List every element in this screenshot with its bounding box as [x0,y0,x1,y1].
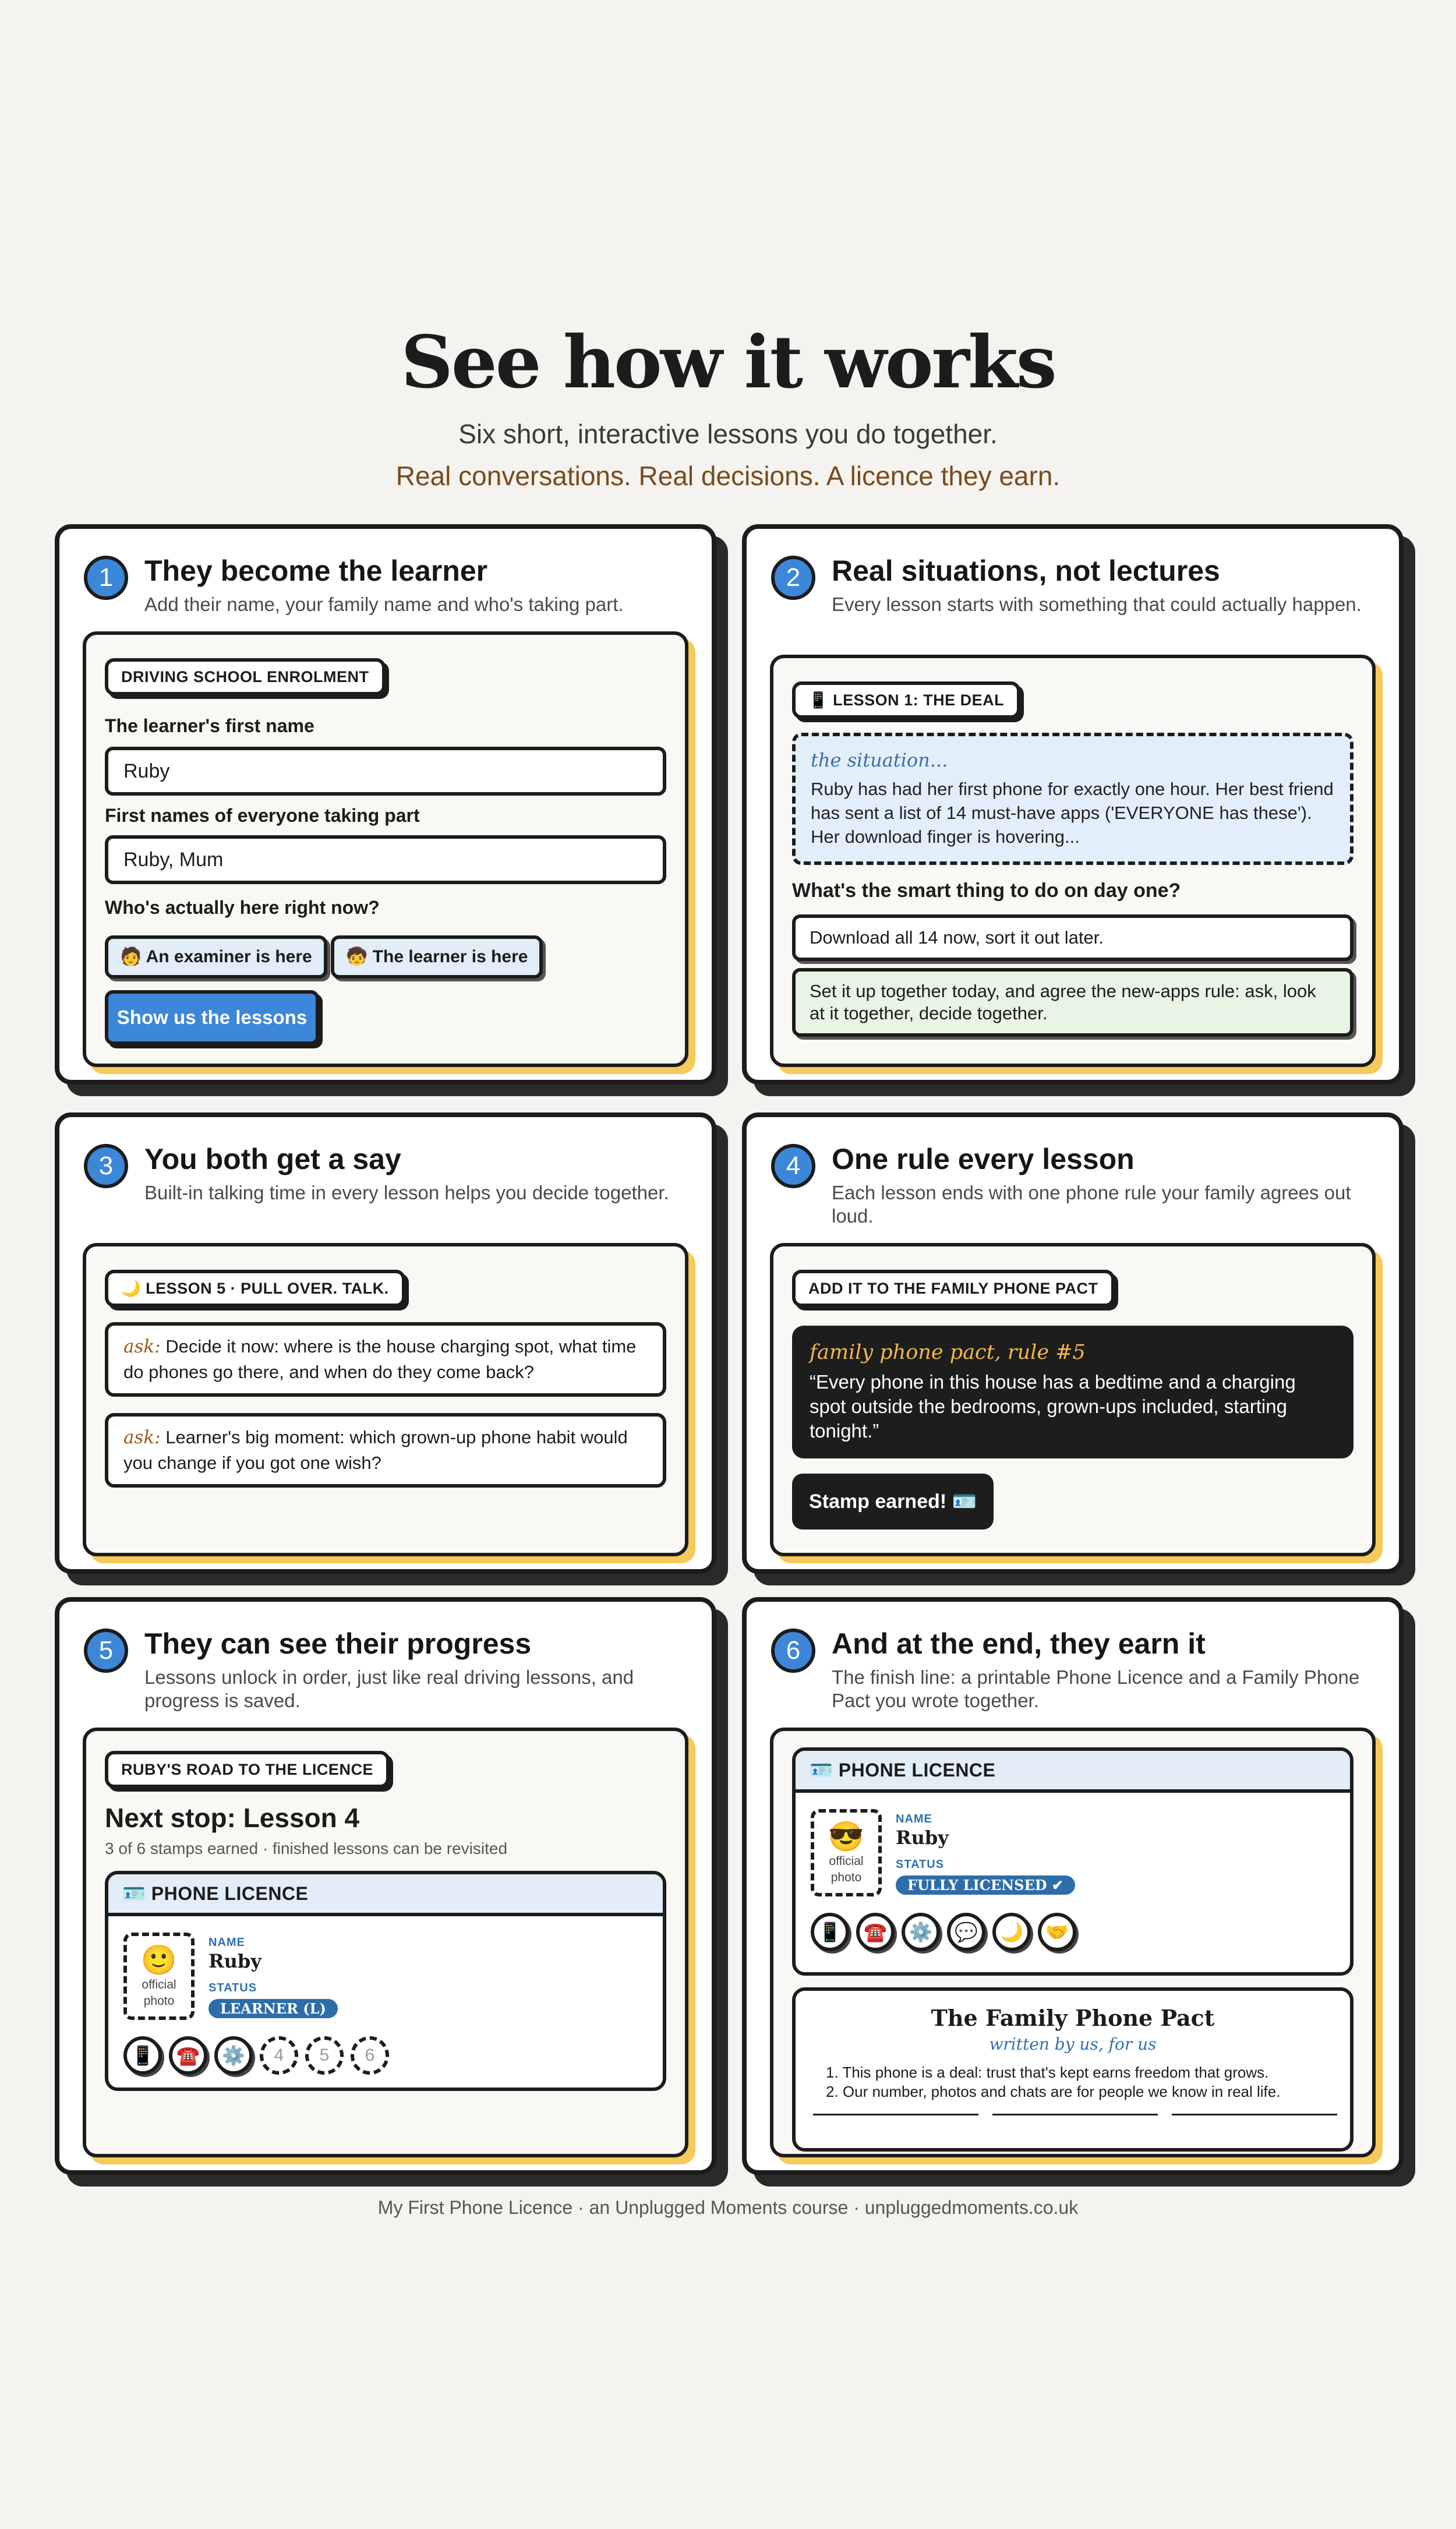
step-card-6 [742,1597,1404,2175]
full-licence [792,1747,1353,1976]
step-number: 6 [771,1629,815,1673]
status-badge: FULLY LICENSED ✔ [896,1875,1075,1895]
photo-label: official [829,1855,864,1868]
name-key: NAME [208,1936,245,1949]
show-lessons-button[interactable]: Show us the lessons [105,990,319,1045]
lesson-tag: 📱 LESSON 1: THE DEAL [792,681,1020,719]
lesson-preview [770,655,1376,1067]
step-title: They can see their progress [144,1627,532,1660]
telephone-stamp-icon: ☎️ [856,1913,895,1951]
talk-preview [83,1243,688,1556]
enrolment-tag: DRIVING SCHOOL ENROLMENT [105,658,386,695]
phone-stamp-icon: 📱 [123,2036,162,2075]
official-photo [123,1933,195,2020]
photo-label: official [142,1978,176,1991]
phone-stamp-icon: 📱 [811,1913,849,1951]
examiner-toggle[interactable]: 🧑 An examiner is here [105,935,327,979]
step-description: Lessons unlock in order, just like real driving lessons, and progress is saved. [144,1666,634,1711]
step-number: 2 [771,556,815,600]
step-title: They become the learner [144,554,488,587]
step-number: 4 [771,1144,815,1188]
licence-name: Ruby [208,1950,261,1972]
step-description: Every lesson starts with something that could actually happen. [832,594,1362,615]
gear-stamp-icon: ⚙️ [902,1913,940,1951]
step-title: Real situations, not lectures [832,554,1220,587]
step-header [771,1626,1376,1712]
ask-prefix: ask: [123,1427,161,1448]
step-header [771,1142,1376,1228]
licence-name: Ruby [896,1827,949,1849]
first-name-input[interactable]: Ruby [105,747,666,796]
pact-written-by: written by us, for us [989,2034,1157,2054]
gear-stamp-icon: ⚙️ [214,2036,253,2075]
step-card-2 [742,524,1404,1085]
step-number: 5 [84,1629,128,1673]
hero [0,319,1456,492]
step-title: One rule every lesson [832,1143,1135,1175]
page-title: See how it works [401,320,1055,405]
step-header [84,1626,688,1712]
step-title: And at the end, they earn it [832,1627,1206,1660]
pact-rule-label: family phone pact, rule #5 [810,1341,1086,1364]
pact-tag: ADD IT TO THE FAMILY PHONE PACT [792,1270,1115,1307]
licence-heading: 🪪 PHONE LICENCE [108,1874,663,1916]
pact-rule: 2. Our number, photos and chats are for people we know in real life. [826,2083,1281,2100]
answer-option-b[interactable]: Set it up together today, and agree the new-apps rule: ask, look at it together, decide together. [792,968,1353,1037]
step-description: Each lesson ends with one phone rule your family agrees out loud. [832,1182,1351,1227]
official-photo [811,1809,882,1896]
face-icon: 😎 [828,1820,865,1853]
lesson-question: What's the smart thing to do on day one? [792,880,1181,902]
page-subtitle: Six short, interactive lessons you do together. [458,419,998,449]
progress-tag: RUBY'S ROAD TO THE LICENCE [105,1751,390,1788]
footer: My First Phone Licence · an Unplugged Moments course · unpluggedmoments.co.uk [377,2197,1079,2218]
situation-box [792,733,1353,865]
handshake-stamp-icon: 🤝 [1038,1913,1076,1951]
pact-title: The Family Phone Pact [931,2005,1215,2031]
next-stop: Next stop: Lesson 4 [105,1803,360,1833]
moon-stamp-icon: 🌙 [992,1913,1031,1951]
signature-line [813,2114,978,2115]
pact-rule-text: “Every phone in this house has a bedtime and a charging spot outside the bedrooms, grown-ups included, starting tonight.” [810,1371,1296,1442]
situation-text: Ruby has had her first phone for exactly one hour. Her best friend has sent a list of 14 must-have apps ('EVERYONE has these'). Her download finger is hovering... [811,779,1334,847]
photo-label: photo [831,1871,862,1884]
first-name-label: The learner's first name [105,715,314,736]
situation-label: the situation... [811,749,948,771]
step-number: 3 [84,1144,128,1188]
status-key: STATUS [896,1858,945,1871]
stamp-earned-badge: Stamp earned! 🪪 [792,1474,994,1530]
pact-rule: 1. This phone is a deal: trust that's kept earns freedom that grows. [826,2064,1269,2081]
pact-rules [826,2063,1350,2101]
step-description: The finish line: a printable Phone Licence and a Family Phone Pact you wrote together. [832,1666,1360,1711]
signature-line [992,2114,1158,2115]
everyone-label: First names of everyone taking part [105,805,420,826]
stamp-row [811,1913,1076,1951]
licence-heading: 🪪 PHONE LICENCE [796,1751,1350,1793]
lesson-tag: 🌙 LESSON 5 · PULL OVER. TALK. [105,1270,405,1307]
step-header [84,1142,688,1205]
name-key: NAME [896,1813,932,1825]
finish-preview [770,1728,1376,2157]
ask-text: Learner's big moment: which grown-up phone habit would you change if you got one wish? [123,1427,628,1473]
ask-text: Decide it now: where is the house charging spot, what time do phones go there, and when do they come back? [123,1336,637,1382]
everyone-input[interactable]: Ruby, Mum [105,835,666,884]
family-phone-pact [792,1987,1353,2152]
progress-preview [83,1728,688,2157]
step-description: Add their name, your family name and who's taking part. [144,594,624,615]
ask-prompt-1 [105,1322,666,1397]
telephone-stamp-icon: ☎️ [169,2036,207,2075]
empty-stamp: 6 [351,2036,389,2075]
status-key: STATUS [208,1981,257,1994]
enrolment-form [83,631,688,1067]
progress-note: 3 of 6 stamps earned · finished lessons can be revisited [105,1839,508,1857]
step-card-4 [742,1112,1404,1574]
step-card-5 [55,1597,716,2175]
step-header [84,553,688,616]
step-header [771,553,1376,616]
step-card-3 [55,1112,716,1574]
pact-rule-preview [770,1243,1376,1556]
empty-stamp: 5 [305,2036,344,2075]
learner-licence [105,1871,666,2091]
step-description: Built-in talking time in every lesson helps you decide together. [144,1182,669,1203]
answer-option-a[interactable]: Download all 14 now, sort it out later. [792,914,1353,961]
ask-prompt-2 [105,1413,666,1488]
speech-bubble-stamp-icon: 💬 [947,1913,985,1951]
face-icon: 🙂 [140,1944,178,1976]
signature-line [1172,2114,1337,2115]
status-badge: LEARNER (L) [208,1999,338,2018]
empty-stamp: 4 [260,2036,298,2075]
pact-rule-box [792,1326,1353,1458]
learner-toggle[interactable]: 🧒 The learner is here [331,935,543,979]
step-card-1 [55,524,716,1085]
stamp-row [123,2036,389,2075]
page-tagline: Real conversations. Real decisions. A licence they earn. [395,461,1061,491]
step-number: 1 [84,556,128,600]
step-title: You both get a say [144,1143,401,1175]
ask-prefix: ask: [123,1336,161,1357]
here-now-label: Who's actually here right now? [105,897,380,918]
photo-label: photo [143,1994,175,2008]
